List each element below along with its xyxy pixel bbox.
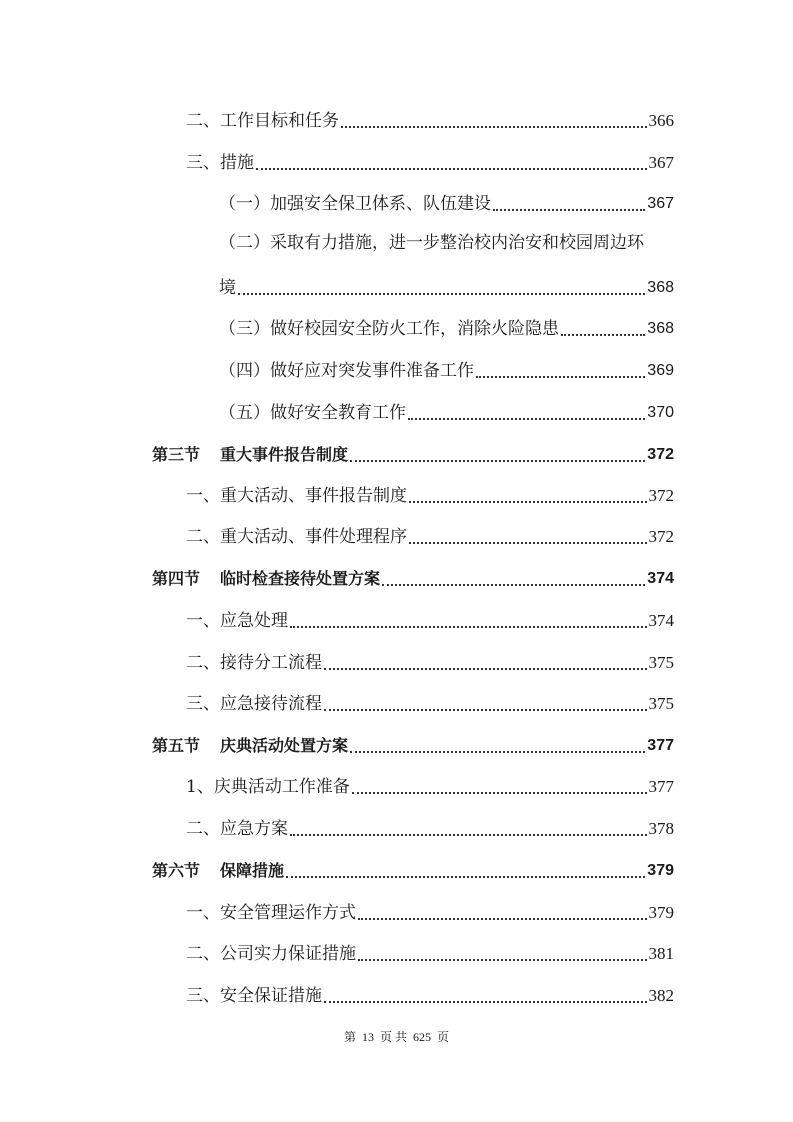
dot-leader xyxy=(382,583,645,586)
dot-leader xyxy=(238,292,645,295)
toc-page-number: 374 xyxy=(648,611,674,630)
toc-entry-label-line1[interactable]: （二）采取有力措施，进一步整治校内治安和校园周边环 xyxy=(219,233,644,253)
toc-page-number: 378 xyxy=(648,819,674,838)
dot-leader xyxy=(350,459,645,462)
toc-entry[interactable] xyxy=(219,314,674,340)
dot-leader xyxy=(290,833,647,836)
toc-entry[interactable] xyxy=(186,148,674,174)
toc-page-number: 382 xyxy=(648,986,674,1005)
toc-entry-label: 保障措施 xyxy=(220,861,285,880)
toc-entry[interactable] xyxy=(186,981,674,1007)
toc-entry[interactable] xyxy=(186,814,674,840)
toc-entry-label: 二、重大活动、事件处理程序 xyxy=(186,527,407,547)
dot-leader xyxy=(409,541,647,544)
footer-prefix: 第 xyxy=(343,1030,356,1044)
toc-entry-label: 庆典活动处置方案 xyxy=(220,736,349,755)
footer-total-pages: 625 xyxy=(413,1030,431,1044)
dot-leader xyxy=(324,667,647,670)
toc-entry[interactable] xyxy=(186,689,674,715)
toc-page-number: 367 xyxy=(647,195,674,212)
toc-entry[interactable] xyxy=(186,898,674,924)
toc-entry[interactable] xyxy=(219,398,674,424)
toc-entry[interactable] xyxy=(219,356,674,382)
toc-entry-label: （三）做好校园安全防火工作，消除火险隐患 xyxy=(219,319,559,339)
toc-entry[interactable] xyxy=(219,273,674,299)
toc-entry[interactable] xyxy=(186,772,674,798)
toc-section-entry[interactable] xyxy=(152,731,674,757)
toc-entry[interactable] xyxy=(186,106,674,132)
dot-leader xyxy=(290,625,647,628)
toc-entry-label: 二、接待分工流程 xyxy=(186,653,322,673)
dot-leader xyxy=(493,208,645,211)
toc-section-number: 第四节 xyxy=(152,569,201,588)
dot-leader xyxy=(476,375,645,378)
toc-entry-label: 一、安全管理运作方式 xyxy=(186,903,356,923)
dot-leader xyxy=(286,875,645,878)
toc-entry-label: （四）做好应对突发事件准备工作 xyxy=(219,361,474,381)
toc-entry-label: 二、应急方案 xyxy=(186,819,288,839)
toc-entry-label: 三、措施 xyxy=(186,153,254,173)
toc-entry-label: 境 xyxy=(219,278,236,298)
dot-leader xyxy=(409,500,647,503)
toc-page-number: 366 xyxy=(648,111,674,130)
toc-entry[interactable] xyxy=(186,606,674,632)
dot-leader xyxy=(350,750,645,753)
toc-section-entry[interactable] xyxy=(152,440,674,466)
dot-leader xyxy=(352,791,647,794)
toc-entry-label: 三、应急接待流程 xyxy=(186,694,322,714)
toc-page-number: 372 xyxy=(648,527,674,546)
dot-leader xyxy=(341,125,647,128)
toc-entry-label: 临时检查接待处置方案 xyxy=(220,569,381,588)
toc-page-number: 368 xyxy=(647,279,674,296)
toc-section-number: 第五节 xyxy=(152,736,201,755)
toc-page-number: 377 xyxy=(648,777,674,796)
toc-entry[interactable] xyxy=(186,648,674,674)
toc-section-entry[interactable] xyxy=(152,856,674,882)
toc-entry[interactable] xyxy=(186,522,674,548)
toc-page-number: 381 xyxy=(648,944,674,963)
toc-page-number: 370 xyxy=(647,404,674,421)
dot-leader xyxy=(358,958,647,961)
toc-page-number: 372 xyxy=(647,446,674,463)
toc-page-number: 375 xyxy=(648,653,674,672)
dot-leader xyxy=(408,417,645,420)
toc-entry-label: （一）加强安全保卫体系、队伍建设 xyxy=(219,194,491,214)
toc-entry-label: 一、重大活动、事件报告制度 xyxy=(186,486,407,506)
footer-suffix: 页 xyxy=(437,1030,450,1044)
toc-page-number: 372 xyxy=(648,486,674,505)
toc-entry[interactable] xyxy=(186,939,674,965)
toc-page-number: 368 xyxy=(647,320,674,337)
toc-page-number: 377 xyxy=(647,737,674,754)
toc-entry[interactable] xyxy=(219,189,674,215)
footer-middle: 页 共 xyxy=(379,1030,407,1044)
toc-entry-label: 1、庆典活动工作准备 xyxy=(186,777,350,797)
toc-section-number: 第三节 xyxy=(152,445,201,464)
toc-page-number: 375 xyxy=(648,694,674,713)
footer-current-page: 13 xyxy=(361,1030,374,1044)
toc-section-entry[interactable] xyxy=(152,564,674,590)
dot-leader xyxy=(256,167,647,170)
toc-page-number: 379 xyxy=(648,903,674,922)
toc-entry-label: 三、安全保证措施 xyxy=(186,986,322,1006)
toc-section-number: 第六节 xyxy=(152,861,201,880)
dot-leader xyxy=(561,333,645,336)
toc-page-number: 369 xyxy=(647,362,674,379)
dot-leader xyxy=(358,917,647,920)
toc-entry-label: 一、应急处理 xyxy=(186,611,288,631)
toc-entry-label: 二、公司实力保证措施 xyxy=(186,944,356,964)
toc-page-number: 367 xyxy=(648,153,674,172)
toc-page-number: 379 xyxy=(647,862,674,879)
toc-entry-label: （五）做好安全教育工作 xyxy=(219,403,406,423)
dot-leader xyxy=(324,708,647,711)
toc-entry-label: 二、工作目标和任务 xyxy=(186,111,339,131)
page-footer xyxy=(0,1028,793,1045)
dot-leader xyxy=(324,1000,647,1003)
toc-entry[interactable] xyxy=(186,481,674,507)
toc-page-number: 374 xyxy=(647,570,674,587)
toc-entry-label: 重大事件报告制度 xyxy=(220,445,349,464)
